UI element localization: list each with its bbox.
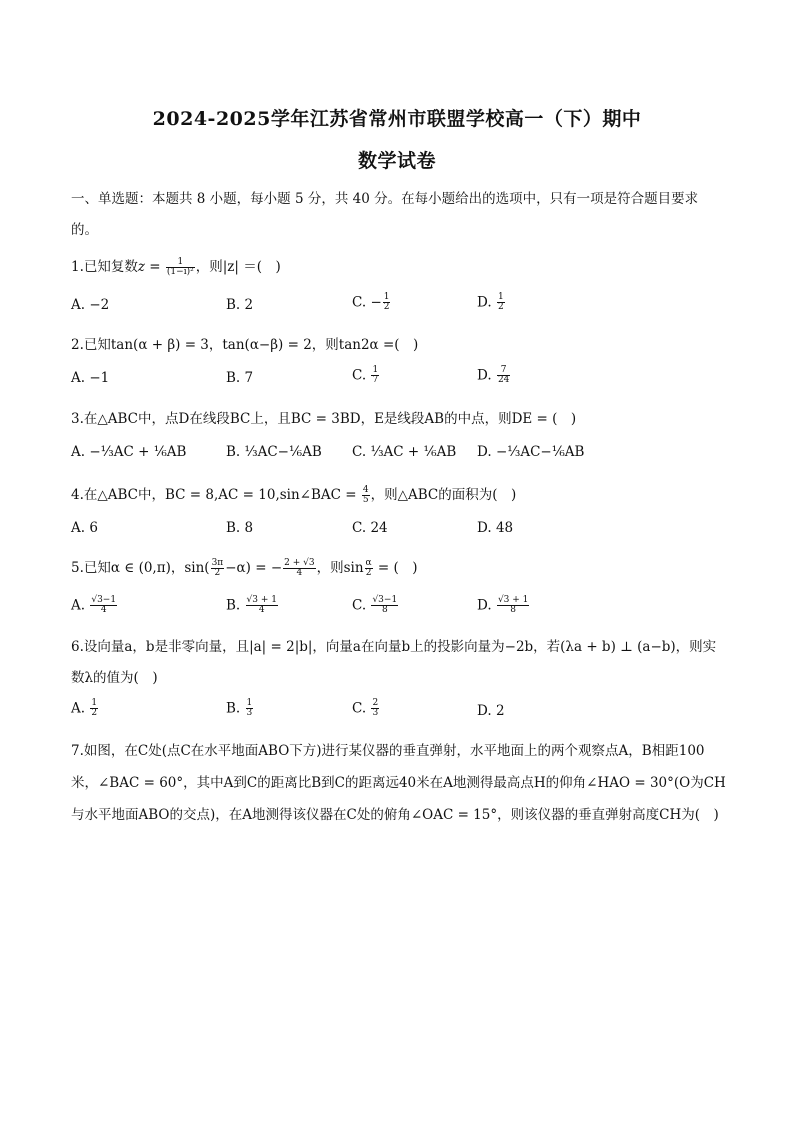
exam-title: 2024-2025学年江苏省常州市联盟学校高一（下）期中 [152,108,642,130]
frac-num: √3 + 1 [246,595,277,605]
frac-den: 4 [258,605,265,616]
frac-num: √3−1 [372,595,398,605]
option-fraction [90,699,98,719]
frac-den: 2 [383,302,390,313]
question-7-line1: 7.如图，在C处(点C在水平地面ABO下方)进行某仪器的垂直弹射，水平地面上的两个观察点A，B相距100 [71,743,705,759]
option-label: C. [352,520,367,536]
q4-option-c [352,520,388,536]
frac-num: 7 [497,366,510,376]
question-6-line2: 数λ的值为( ) [71,670,158,686]
option-label: C. [352,294,367,311]
option-label: B. [226,597,241,614]
frac-num: 1 [383,292,390,302]
option-text: −⅓AC + ⅙AB [89,444,187,460]
q1-option-c [352,293,391,313]
frac-num: 2 + √3 [284,557,315,568]
q1-prefix: 1.已知复数 [71,259,138,275]
q4-prefix: 4.在△ABC中，BC = 8,AC = 10,sin∠BAC = [71,487,361,503]
q5-option-c [352,596,399,616]
q4-option-a [71,520,98,536]
option-label: D. [477,367,492,384]
frac-num: 1 [372,365,379,375]
option-label: B. [226,444,241,460]
frac-num: √3−1 [91,595,117,605]
frac-num: 4 [362,484,369,495]
option-label: C. [352,444,367,460]
option-label: C. [352,597,367,614]
question-2: 2.已知tan(α + β) = 3，tan(α−β) = 2，则tan2α =( ) [71,337,419,353]
option-fraction [246,699,254,719]
q1-suffix: ，则|z| ＝( ) [195,259,281,275]
q1-frac-num: 1 [166,258,195,268]
frac-num: 1 [246,698,253,708]
question-6-line1: 6.设向量a，b是非零向量，且|a| = 2|b|，向量a在向量b上的投影向量为−2b，若(λa + b) ⊥ (a−b)，则实 [71,639,717,655]
option-label: A. [71,700,86,717]
q4-option-d [477,520,513,536]
question-7-line3: 与水平地面ABO的交点)，在A地测得该仪器在C处的俯角∠OAC = 15°，则该仪器的垂直弹射高度CH为( ) [71,807,719,823]
q5-fraction-2 [283,559,315,579]
q5-fraction-3 [365,559,373,579]
frac-num: 2 [372,698,379,708]
q4-option-b [226,520,253,536]
option-label: A. [71,520,86,536]
question-5 [71,556,418,578]
q3-option-d [477,444,584,460]
frac-den: 2 [214,568,221,578]
option-text: 2 [244,297,254,313]
q1-option-b [226,297,253,313]
option-text: 8 [244,520,254,536]
q2-option-d [477,366,511,386]
option-fraction [497,366,510,386]
question-7-line2: 米，∠BAC = 60°，其中A到C的距离比B到C的距离远40米在A地测得最高点H的仰角∠HAO = 30°(O为CH [71,775,726,791]
option-text: 6 [89,520,98,536]
q5-mid2: ，则sin [316,560,364,576]
q3-option-c [352,444,456,460]
frac-den: 8 [510,605,517,616]
q5-option-d [477,596,530,616]
option-label: A. [71,370,86,386]
q5-fraction-1 [211,559,225,579]
option-fraction [371,596,398,616]
frac-num: √3 + 1 [497,595,529,605]
q2-option-a [71,370,109,386]
option-label: D. [477,444,492,460]
q5-suffix: = ( ) [373,560,418,576]
option-label: B. [226,370,241,386]
option-text: ⅓AC−⅙AB [244,444,322,460]
q2-option-b [226,370,253,386]
q5-mid: −α) = − [225,560,283,576]
question-1 [71,255,281,277]
question-3: 3.在△ABC中，点D在线段BC上，且BC = 3BD，E是线段AB的中点，则DE = ( ) [71,411,577,427]
option-text: − [370,294,382,311]
q1-option-d [477,293,506,313]
q1-option-a [71,297,109,313]
option-label: B. [226,700,241,717]
q3-option-a [71,444,186,460]
question-4 [71,483,516,505]
q1-fraction [166,258,195,278]
frac-den: 4 [100,605,107,616]
q4-suffix: ，则△ABC的面积为( ) [370,487,517,503]
frac-den: 3 [246,708,253,719]
option-text: ⅓AC + ⅙AB [370,444,457,460]
option-text: −⅓AC−⅙AB [495,444,585,460]
option-fraction [246,596,278,616]
option-fraction [371,366,379,386]
frac-den: 4 [296,568,303,578]
option-label: A. [71,444,86,460]
option-fraction [497,293,505,313]
option-label: D. [477,703,492,719]
option-fraction [90,596,117,616]
option-fraction [383,293,391,313]
option-text: −2 [89,297,110,313]
frac-den: 2 [365,568,372,578]
option-label: A. [71,597,86,614]
frac-den: 2 [91,708,98,719]
frac-den: 8 [381,605,388,616]
option-fraction [497,596,529,616]
option-text: 7 [244,370,254,386]
option-label: C. [352,700,367,717]
q6-option-c [352,699,380,719]
q1-frac-den: (1−i)² [166,267,194,277]
frac-den: 3 [372,708,379,719]
q1-eq: = [145,259,165,275]
option-label: D. [477,520,492,536]
option-text: 48 [495,520,514,536]
frac-num: 1 [497,292,504,302]
q6-option-b [226,699,254,719]
q6-option-d [477,703,505,719]
option-label: B. [226,297,241,313]
option-label: A. [71,297,86,313]
option-label: D. [477,597,492,614]
q5-option-a [71,596,118,616]
option-label: C. [352,367,367,384]
q6-option-a [71,699,99,719]
option-fraction [371,699,379,719]
q1-var: z [137,259,146,275]
option-text: 2 [495,703,505,719]
frac-den: 24 [497,375,510,386]
option-label: D. [477,294,492,311]
frac-den: 2 [497,302,504,313]
frac-num: α [365,557,372,568]
frac-den: 5 [362,495,369,505]
q4-fraction [362,486,370,506]
section-intro-line1: 一、单选题：本题共 8 小题，每小题 5 分，共 40 分。在每小题给出的选项中，只有一项是符合题目要求 [71,191,699,207]
exam-subtitle: 数学试卷 [357,150,436,172]
section-intro-line2: 的。 [71,222,98,238]
q3-option-b [226,444,322,460]
q5-prefix: 5.已知α ∈ (0,π)，sin( [71,560,210,576]
option-label: B. [226,520,241,536]
frac-num: 3π [211,557,224,568]
q2-option-c [352,366,380,386]
frac-den: 7 [372,375,379,386]
option-text: 24 [370,520,388,536]
frac-num: 1 [91,698,98,708]
option-text: −1 [89,370,110,386]
q5-option-b [226,596,279,616]
